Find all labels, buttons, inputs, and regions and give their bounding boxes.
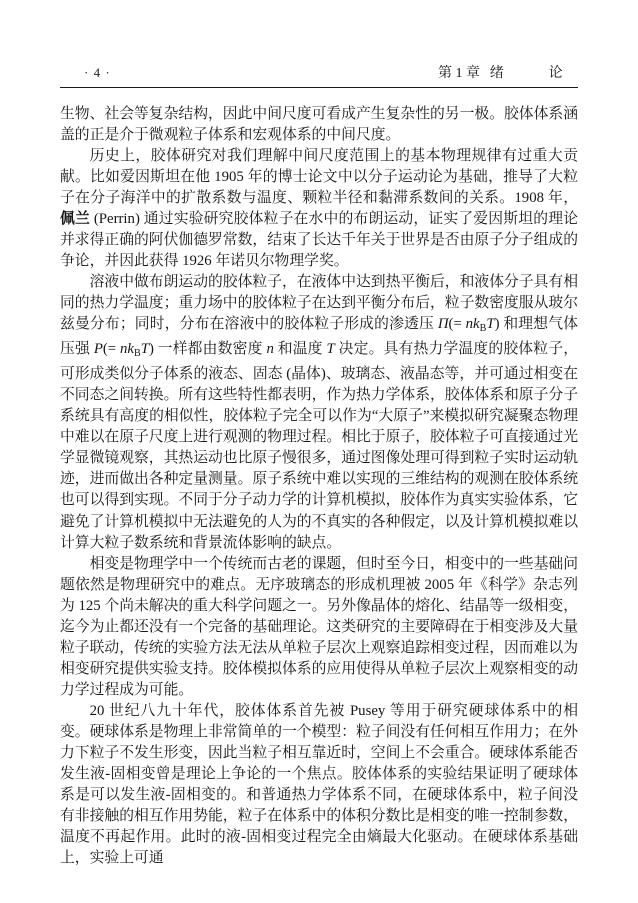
- math-symbol: T: [486, 316, 495, 333]
- math-symbol: P: [93, 341, 103, 358]
- chapter-label: 第 1 章: [438, 66, 480, 81]
- text-run: 历史上，胶体研究对我们理解中间尺度范围上的基本物理规律有过重大贡献。比如爱因斯坦在他 1905 年的博士论文中以分子运动论为基础，推导了大粒子在分子海洋中的扩散系数与温度、颗粒半径和黏滞系数间的关系。1908 年，: [60, 148, 578, 207]
- math-symbol: Π: [437, 316, 449, 333]
- running-head: [438, 62, 578, 82]
- math-symbol: n: [266, 341, 274, 358]
- page-body: [60, 104, 578, 869]
- chapter-title: 绪 论: [489, 66, 578, 81]
- math-symbol: B: [479, 323, 487, 335]
- text-run: 决定。具有热力学温度的胶体粒子，可形成类似分子体系的液态、固态 (晶体)、玻璃态、液晶态等，并可通过相变在不同态之间转换。所有这些特性都表明，作为热力学体系，胶体体系和原子分子系统具有高度的相似性，胶体粒子完全可以作为“大原子”来模拟研究凝聚态物理中难以在原子尺度上进行观测的物理过程。相比于原子，胶体粒子可直接通过光学显微镜观察，其热运动也比原子慢很多，通过图像处理可得到粒子实时运动轨迹，进而做出各种定量测量。原子系统中难以实现的三维结构的观测在胶体系统也可以得到实现。不同于分子动力学的计算机模拟，胶体作为真实实验体系，它避免了计算机模拟中无法避免的人为的不真实的各种假定，以及计算机模拟难以计算大粒子数系统和背景流体影响的缺点。: [60, 341, 579, 551]
- header-divider: [60, 87, 578, 88]
- paragraph: [60, 701, 578, 869]
- math-symbol: B: [134, 348, 141, 360]
- text-run: 20 世纪八九十年代，胶体体系首先被 Pusey 等用于研究硬球体系中的相变。硬球体系是物理上非常简单的一个模型：粒子间没有任何相互作用力；在外力下粒子不发生形变，因此当粒子相互靠近时，空间上不会重合。硬球体系能否发生液-固相变曾是理论上争论的一个焦点。胶体体系的实验结果证明了硬球体系是可以发生液-固相变的。和普通热力学体系不同，在硬球体系中，粒子间没有非接触的相互作用势能，粒子在体系中的体积分数比是相变的唯一控制参数，温度不再起作用。此时的液-固相变过程完全由熵最大化驱动。在硬球体系基础上，实验上可通: [60, 702, 578, 867]
- math-symbol: nk: [120, 341, 134, 358]
- paragraph: [60, 272, 578, 553]
- text-run: (=: [102, 341, 121, 358]
- page-number: · 4 ·: [84, 65, 111, 80]
- text-run: 生物、社会等复杂结构，因此中间尺度可看成产生复杂性的另一极。胶体体系涵盖的正是介于微观粒子体系和宏观体系的中间尺度。: [60, 106, 578, 144]
- emphasized-name: 佩兰: [60, 211, 90, 228]
- paragraph: [60, 104, 578, 146]
- math-symbol: T: [326, 341, 335, 358]
- text-run: 溶液中做布朗运动的胶体粒子，在液体中达到热平衡后，和液体分子具有相同的热力学温度；重力场中的胶体粒子在达到平衡分布后，粒子数密度服从玻尔兹曼分布；同时，分布在溶液中的胶体粒子形成的渗透压: [60, 274, 578, 333]
- text-run: (Perrin) 通过实验研究胶体粒子在水中的布朗运动，证实了爱因斯坦的理论并求得正确的阿伏伽德罗常数，结束了长达千年关于世界是否由原子分子组成的争论，并因此获得 1926 年诺贝尔物理学奖。: [60, 211, 578, 270]
- text-run: ) 一样都由数密度: [148, 341, 267, 358]
- page-header: [60, 62, 578, 82]
- paragraph: [60, 554, 578, 701]
- math-symbol: nk: [465, 316, 480, 333]
- text-run: 相变是物理学中一个传统而古老的课题，但时至今日，相变中的一些基础问题依然是物理研究中的难点。无序玻璃态的形成机理被 2005 年《科学》杂志列为 125 个尚未解决的重大科学问题之一。另外像晶体的熔化、结晶等一级相变，迄今为止都还没有一个完备的基础理论。这类研究的主要障碍在于相变涉及大量粒子联动，传统的实验方法无法从单粒子层次上观察追踪相变过程，因而难以为相变研究提供实验支持。胶体模拟体系的应用使得从单粒子层次上观察相变的动力学过程成为可能。: [60, 555, 578, 698]
- text-run: (=: [448, 316, 466, 333]
- text-run: ) 和理想气体压强: [60, 316, 578, 358]
- paragraph: [60, 146, 578, 272]
- math-symbol: T: [140, 341, 149, 358]
- text-run: 和温度: [273, 341, 327, 358]
